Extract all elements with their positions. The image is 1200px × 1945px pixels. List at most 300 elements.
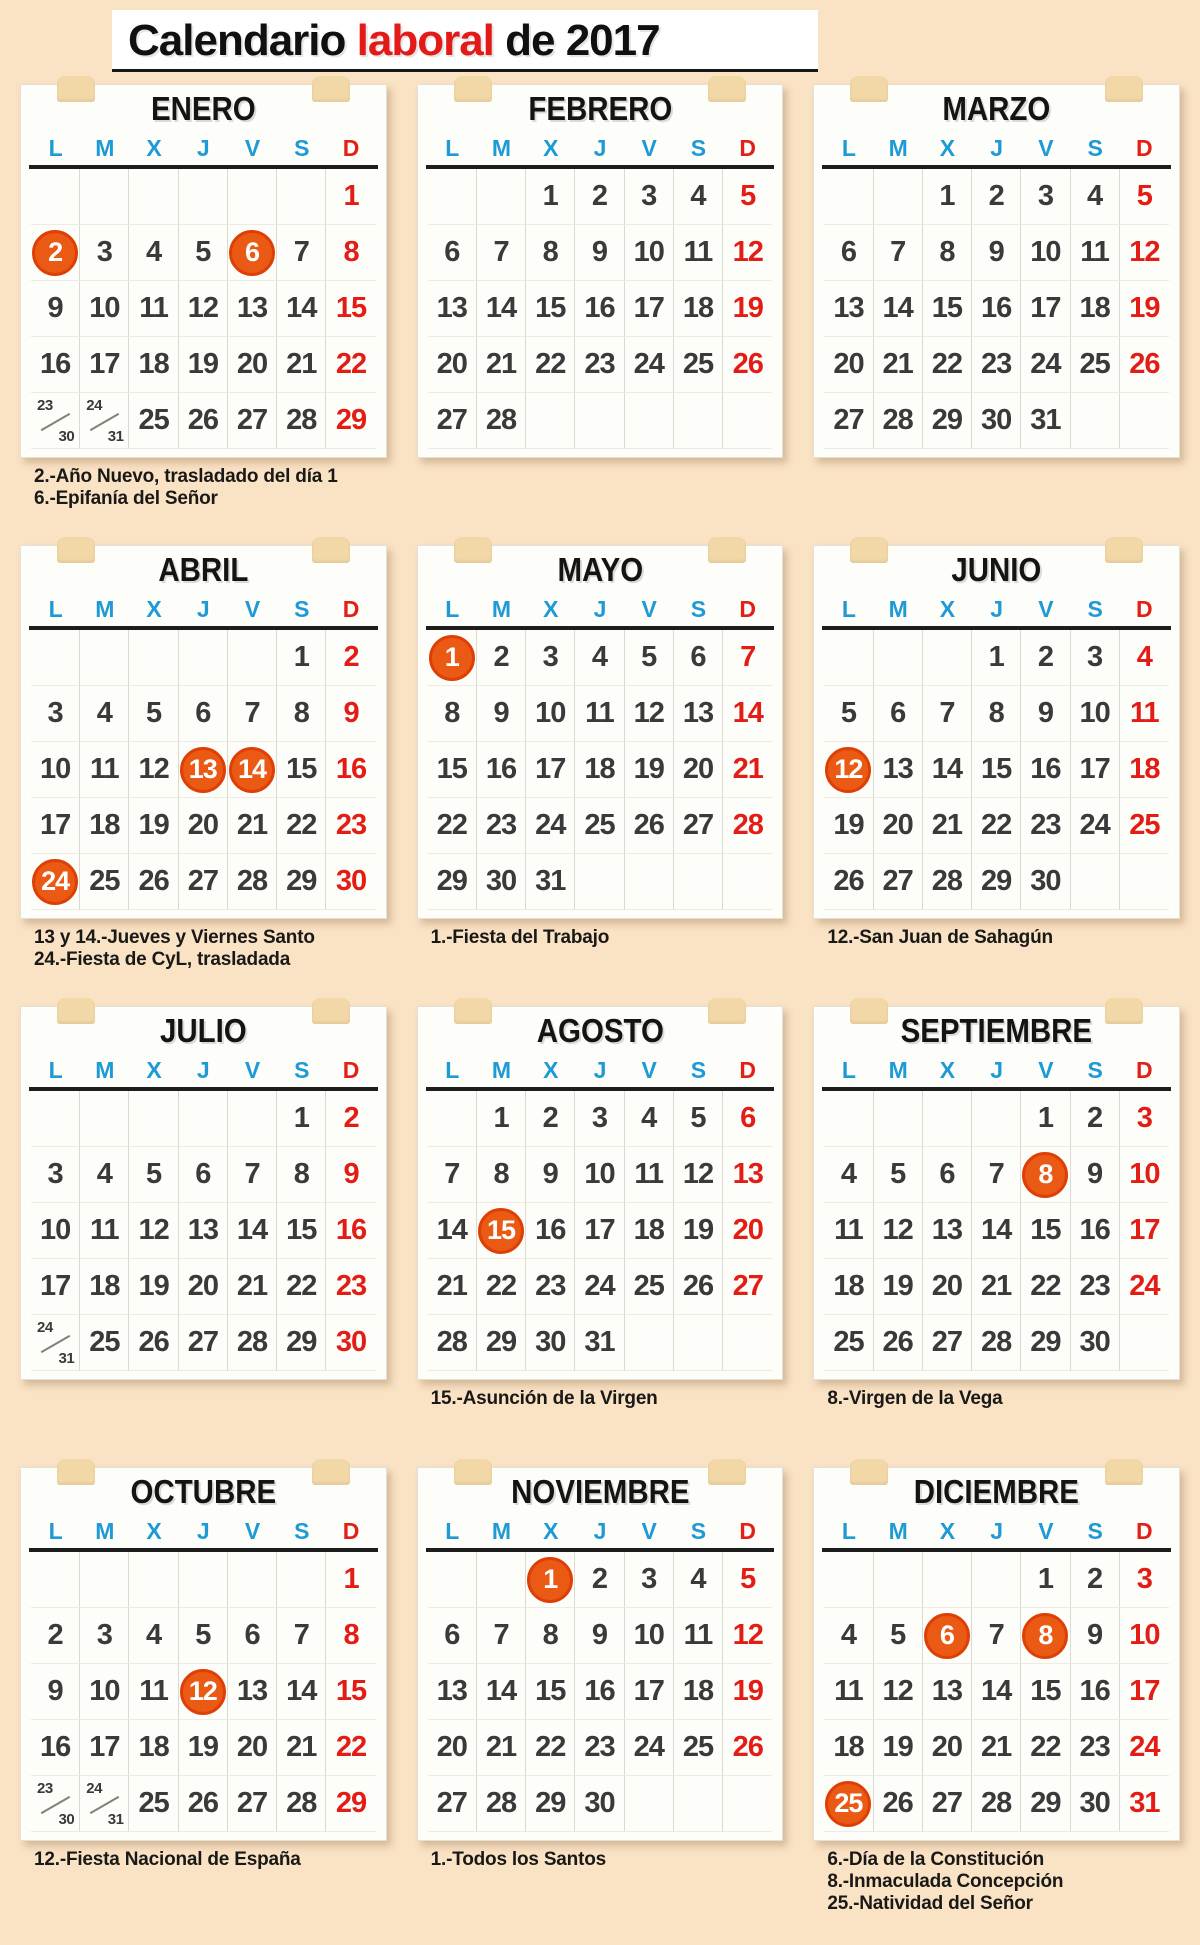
day-cell: 14: [972, 1203, 1021, 1259]
month-card: [20, 545, 387, 919]
day-cell: 21: [972, 1720, 1021, 1776]
dow-S: S: [294, 134, 310, 161]
day-cell: 12: [674, 1147, 723, 1203]
dow-S: S: [690, 1056, 707, 1083]
dow-L: L: [841, 134, 856, 161]
day-cell: [428, 1552, 477, 1608]
footnote-day: 12: [827, 927, 849, 948]
day-cell: 25: [575, 798, 624, 854]
day-cell: [972, 1091, 1021, 1147]
month-name: JUNIO: [951, 550, 1042, 589]
months-grid: [0, 84, 1200, 1928]
day-cell: 21: [972, 1259, 1021, 1315]
dow-D: D: [739, 595, 756, 622]
month-grid: [824, 1552, 1169, 1832]
month-notes: [813, 458, 1180, 466]
dow-M: M: [888, 595, 908, 622]
month-block: [813, 545, 1180, 1006]
day-cell: 22: [326, 337, 375, 393]
day-cell: 14: [923, 742, 972, 798]
day-cell: 17: [1120, 1664, 1169, 1720]
day-cell: [80, 1776, 129, 1832]
day-cell: 27: [674, 798, 723, 854]
day-cell: 30: [1021, 854, 1070, 910]
month-grid: [31, 630, 376, 910]
day-cell: 23: [1071, 1259, 1120, 1315]
day-cell: 21: [428, 1259, 477, 1315]
day-cell: 14: [874, 281, 923, 337]
month-notes: [813, 919, 1180, 949]
day-cell: 15: [1021, 1203, 1070, 1259]
split-day-bottom: 31: [107, 428, 124, 445]
day-cell: 21: [228, 798, 277, 854]
day-cell: [674, 393, 723, 449]
month-block: [417, 1006, 784, 1467]
dow-L: L: [48, 1517, 63, 1544]
day-cell: 23: [526, 1259, 575, 1315]
dow-M: M: [95, 1517, 115, 1544]
dow-V: V: [1038, 134, 1054, 161]
day-cell: 15: [526, 281, 575, 337]
holiday-circle: 2: [32, 230, 78, 276]
month-grid: [824, 169, 1169, 449]
day-cell: 26: [824, 854, 873, 910]
dow-S: S: [1087, 1056, 1103, 1083]
day-cell: 26: [874, 1315, 923, 1371]
day-cell: 23: [326, 1259, 375, 1315]
day-cell: [31, 393, 80, 449]
split-day-top: 23: [37, 1780, 53, 1797]
day-cell: 19: [179, 1720, 228, 1776]
day-cell: 20: [228, 337, 277, 393]
day-cell: 31: [526, 854, 575, 910]
day-cell: 11: [129, 1664, 178, 1720]
day-cell: 3: [575, 1091, 624, 1147]
footnote-day: 15: [430, 1388, 452, 1409]
day-cell: 3: [1120, 1552, 1169, 1608]
dow-J: J: [593, 1517, 607, 1544]
dow-D: D: [739, 1056, 756, 1083]
month-notes: [813, 1841, 1180, 1915]
dow-V: V: [1038, 595, 1054, 622]
day-cell: 29: [1021, 1776, 1070, 1832]
day-cell: 6: [923, 1147, 972, 1203]
day-cell: 25: [80, 1315, 129, 1371]
dow-X: X: [939, 595, 956, 622]
day-cell: [923, 630, 972, 686]
day-cell: 18: [625, 1203, 674, 1259]
day-cell: 23: [575, 1720, 624, 1776]
day-cell: 21: [477, 1720, 526, 1776]
month-notes: [813, 1380, 1180, 1410]
month-card: [20, 1006, 387, 1380]
dow-S: S: [294, 1517, 310, 1544]
month-card: [813, 1467, 1180, 1841]
day-cell: 11: [824, 1664, 873, 1720]
day-cell: 12: [625, 686, 674, 742]
footnote-day: 12: [34, 1849, 55, 1870]
day-cell: 28: [477, 393, 526, 449]
day-cell: 21: [477, 337, 526, 393]
holiday-circle: 6: [229, 230, 275, 276]
day-cell: 27: [179, 854, 228, 910]
day-cell: 18: [129, 337, 178, 393]
day-cell: [477, 169, 526, 225]
day-cell: 23: [477, 798, 526, 854]
day-cell: 26: [723, 337, 772, 393]
day-cell: [228, 1091, 277, 1147]
month-notes: [20, 919, 387, 971]
day-cell: 17: [80, 337, 129, 393]
day-cell: 16: [326, 1203, 375, 1259]
month-notes: [20, 1841, 387, 1871]
day-cell: [972, 1552, 1021, 1608]
day-cell: 9: [1071, 1147, 1120, 1203]
day-cell: 19: [179, 337, 228, 393]
month-name: ABRIL: [158, 550, 249, 589]
day-cell: [874, 169, 923, 225]
day-cell: 27: [723, 1259, 772, 1315]
day-cell: 30: [972, 393, 1021, 449]
dow-D: D: [342, 1517, 360, 1544]
day-cell: 6: [428, 225, 477, 281]
footnote: 12.-San Juan de Sahagún: [827, 927, 1053, 948]
dow-V: V: [1038, 1056, 1054, 1083]
day-cell: 2: [575, 1552, 624, 1608]
day-cell: 29: [1021, 1315, 1070, 1371]
footnote: 15.-Asunción de la Virgen: [430, 1388, 658, 1409]
day-cell: 8: [326, 225, 375, 281]
day-cell: [674, 854, 723, 910]
day-cell: 30: [575, 1776, 624, 1832]
day-cell: 19: [129, 798, 178, 854]
day-cell: [31, 1091, 80, 1147]
day-cell: 2: [31, 1608, 80, 1664]
day-cell: 8: [972, 686, 1021, 742]
month-card: [417, 545, 784, 919]
day-cell: 3: [1021, 169, 1070, 225]
day-cell: 7: [228, 686, 277, 742]
day-cell: 7: [874, 225, 923, 281]
month-grid: [428, 169, 773, 449]
dow-X: X: [939, 1517, 956, 1544]
day-cell: 6: [428, 1608, 477, 1664]
day-cell: 13: [923, 1664, 972, 1720]
day-cell: 29: [477, 1315, 526, 1371]
dow-D: D: [342, 595, 360, 622]
day-cell: 25: [129, 393, 178, 449]
day-cell: 9: [526, 1147, 575, 1203]
dow-L: L: [48, 1056, 63, 1083]
day-cell: 23: [972, 337, 1021, 393]
month-name: JULIO: [159, 1011, 247, 1050]
day-cell: 8: [526, 1608, 575, 1664]
dow-S: S: [294, 1056, 310, 1083]
day-cell: 6: [179, 686, 228, 742]
dow-L: L: [841, 1517, 856, 1544]
day-cell: 16: [31, 1720, 80, 1776]
day-cell: 3: [625, 169, 674, 225]
dow-M: M: [491, 595, 512, 622]
day-cell: 18: [129, 1720, 178, 1776]
day-cell: 19: [1120, 281, 1169, 337]
dow-X: X: [543, 134, 559, 161]
day-cell: 20: [923, 1720, 972, 1776]
holiday-circle: 15: [478, 1208, 524, 1254]
dow-S: S: [1087, 1517, 1103, 1544]
day-cell: 16: [1021, 742, 1070, 798]
footnote: 13 y 14.-Jueves y Viernes Santo: [34, 927, 315, 948]
day-cell: [277, 1552, 326, 1608]
day-cell: 7: [477, 225, 526, 281]
day-cell: 8: [477, 1147, 526, 1203]
dow-row: [31, 592, 376, 626]
day-cell: 28: [874, 393, 923, 449]
day-cell: 6: [874, 686, 923, 742]
day-cell: [179, 1664, 228, 1720]
month-grid: [428, 630, 773, 910]
dow-J: J: [196, 134, 210, 161]
month-name: DICIEMBRE: [914, 1472, 1080, 1511]
day-cell: 20: [428, 1720, 477, 1776]
footnote: 24.-Fiesta de CyL, trasladada: [34, 949, 291, 970]
day-cell: 26: [625, 798, 674, 854]
dow-V: V: [244, 1056, 261, 1083]
day-cell: 30: [477, 854, 526, 910]
day-cell: 15: [1021, 1664, 1070, 1720]
day-cell: 6: [824, 225, 873, 281]
dow-J: J: [990, 595, 1004, 622]
day-cell: 17: [31, 1259, 80, 1315]
dow-M: M: [888, 1517, 908, 1544]
day-cell: 14: [477, 281, 526, 337]
day-cell: 5: [674, 1091, 723, 1147]
day-cell: [228, 225, 277, 281]
month-notes: [417, 1380, 784, 1410]
day-cell: [31, 1776, 80, 1832]
dow-S: S: [294, 595, 310, 622]
day-cell: 20: [824, 337, 873, 393]
day-cell: 16: [972, 281, 1021, 337]
day-cell: 8: [277, 1147, 326, 1203]
day-cell: 1: [923, 169, 972, 225]
footnote-day: 1: [430, 927, 442, 948]
day-cell: 9: [575, 225, 624, 281]
day-cell: 25: [80, 854, 129, 910]
day-cell: 11: [1120, 686, 1169, 742]
day-cell: 17: [1120, 1203, 1169, 1259]
day-cell: 19: [674, 1203, 723, 1259]
day-cell: 1: [326, 1552, 375, 1608]
day-cell: 9: [326, 1147, 375, 1203]
day-cell: [923, 1552, 972, 1608]
day-cell: [428, 169, 477, 225]
month-block: [813, 1006, 1180, 1467]
day-cell: 24: [575, 1259, 624, 1315]
day-cell: 25: [824, 1315, 873, 1371]
dow-J: J: [593, 595, 607, 622]
footnote-day: 13 y 14: [34, 927, 96, 948]
day-cell: 19: [723, 1664, 772, 1720]
day-cell: 13: [428, 1664, 477, 1720]
day-cell: 30: [326, 854, 375, 910]
day-cell: 8: [428, 686, 477, 742]
day-cell: 27: [228, 1776, 277, 1832]
day-cell: 8: [326, 1608, 375, 1664]
day-cell: 3: [1071, 630, 1120, 686]
day-cell: 1: [526, 169, 575, 225]
holiday-circle: 8: [1022, 1152, 1068, 1198]
day-cell: [874, 630, 923, 686]
day-cell: 9: [326, 686, 375, 742]
holiday-circle: 14: [229, 747, 275, 793]
day-cell: 28: [723, 798, 772, 854]
day-cell: 27: [228, 393, 277, 449]
holiday-circle: 12: [180, 1669, 226, 1715]
footnote-day: 1: [430, 1849, 442, 1870]
dow-S: S: [690, 595, 707, 622]
dow-M: M: [491, 1056, 512, 1083]
day-cell: [575, 393, 624, 449]
day-cell: 15: [277, 1203, 326, 1259]
month-block: [813, 84, 1180, 545]
day-cell: 1: [477, 1091, 526, 1147]
dow-M: M: [888, 134, 908, 161]
day-cell: [428, 1091, 477, 1147]
day-cell: 18: [80, 1259, 129, 1315]
day-cell: 9: [972, 225, 1021, 281]
day-cell: 10: [1021, 225, 1070, 281]
dow-L: L: [841, 595, 856, 622]
day-cell: 30: [1071, 1776, 1120, 1832]
day-cell: [179, 1552, 228, 1608]
day-cell: 26: [874, 1776, 923, 1832]
dow-X: X: [939, 134, 956, 161]
footnote-day: 2: [34, 466, 45, 487]
dow-D: D: [739, 134, 756, 161]
dow-row: [31, 1053, 376, 1087]
day-cell: [874, 1552, 923, 1608]
day-cell: 16: [326, 742, 375, 798]
day-cell: 28: [972, 1315, 1021, 1371]
day-cell: 12: [723, 1608, 772, 1664]
day-cell: 27: [428, 393, 477, 449]
day-cell: 10: [625, 1608, 674, 1664]
day-cell: 10: [1120, 1608, 1169, 1664]
page-title-text: Calendario laboral de 2017: [128, 16, 660, 65]
day-cell: [723, 1315, 772, 1371]
day-cell: 28: [228, 854, 277, 910]
dow-L: L: [48, 134, 63, 161]
day-cell: 28: [972, 1776, 1021, 1832]
page-title: [112, 10, 818, 72]
day-cell: 7: [723, 630, 772, 686]
day-cell: [129, 1091, 178, 1147]
day-cell: 26: [1120, 337, 1169, 393]
dow-S: S: [690, 134, 707, 161]
day-cell: [625, 854, 674, 910]
day-cell: 14: [277, 1664, 326, 1720]
holiday-circle: 6: [924, 1613, 970, 1659]
day-cell: 11: [824, 1203, 873, 1259]
day-cell: 22: [972, 798, 1021, 854]
dow-L: L: [445, 595, 460, 622]
day-cell: 25: [625, 1259, 674, 1315]
day-cell: 22: [277, 798, 326, 854]
day-cell: 3: [31, 1147, 80, 1203]
day-cell: [674, 1776, 723, 1832]
day-cell: 24: [625, 337, 674, 393]
day-cell: 3: [625, 1552, 674, 1608]
day-cell: 26: [129, 854, 178, 910]
month-grid: [428, 1091, 773, 1371]
day-cell: [526, 1552, 575, 1608]
month-card: [813, 84, 1180, 458]
day-cell: 5: [179, 225, 228, 281]
day-cell: 9: [31, 281, 80, 337]
holiday-circle: 25: [825, 1781, 871, 1827]
day-cell: 4: [1120, 630, 1169, 686]
day-cell: 27: [428, 1776, 477, 1832]
month-block: [20, 1467, 387, 1928]
day-cell: 26: [723, 1720, 772, 1776]
split-day-bottom: 31: [58, 1350, 75, 1367]
day-cell: 4: [1071, 169, 1120, 225]
footnote: 1.-Todos los Santos: [430, 1849, 606, 1870]
day-cell: 2: [1071, 1552, 1120, 1608]
day-cell: [129, 169, 178, 225]
dow-L: L: [445, 1517, 460, 1544]
dow-D: D: [342, 134, 360, 161]
day-cell: [824, 630, 873, 686]
day-cell: 2: [972, 169, 1021, 225]
split-day-bottom: 30: [58, 1811, 75, 1828]
day-cell: [625, 1776, 674, 1832]
day-cell: 4: [824, 1147, 873, 1203]
day-cell: 21: [228, 1259, 277, 1315]
day-cell: [477, 1552, 526, 1608]
dow-V: V: [641, 595, 657, 622]
day-cell: 2: [1021, 630, 1070, 686]
day-cell: 6: [179, 1147, 228, 1203]
month-notes: [417, 1841, 784, 1871]
day-cell: 19: [874, 1720, 923, 1776]
dow-M: M: [95, 595, 115, 622]
day-cell: 10: [575, 1147, 624, 1203]
day-cell: [228, 742, 277, 798]
day-cell: 25: [674, 337, 723, 393]
day-cell: [1021, 1147, 1070, 1203]
day-cell: 7: [477, 1608, 526, 1664]
day-cell: 24: [1071, 798, 1120, 854]
day-cell: 15: [428, 742, 477, 798]
day-cell: 28: [428, 1315, 477, 1371]
day-cell: 18: [674, 1664, 723, 1720]
day-cell: 30: [526, 1315, 575, 1371]
dow-M: M: [95, 1056, 115, 1083]
day-cell: 29: [428, 854, 477, 910]
month-grid: [824, 630, 1169, 910]
day-cell: [277, 169, 326, 225]
holiday-circle: 13: [180, 747, 226, 793]
day-cell: 5: [179, 1608, 228, 1664]
day-cell: 7: [972, 1608, 1021, 1664]
dow-S: S: [1087, 595, 1103, 622]
day-cell: [723, 1776, 772, 1832]
day-cell: 2: [477, 630, 526, 686]
dow-V: V: [1038, 1517, 1054, 1544]
day-cell: 15: [326, 281, 375, 337]
